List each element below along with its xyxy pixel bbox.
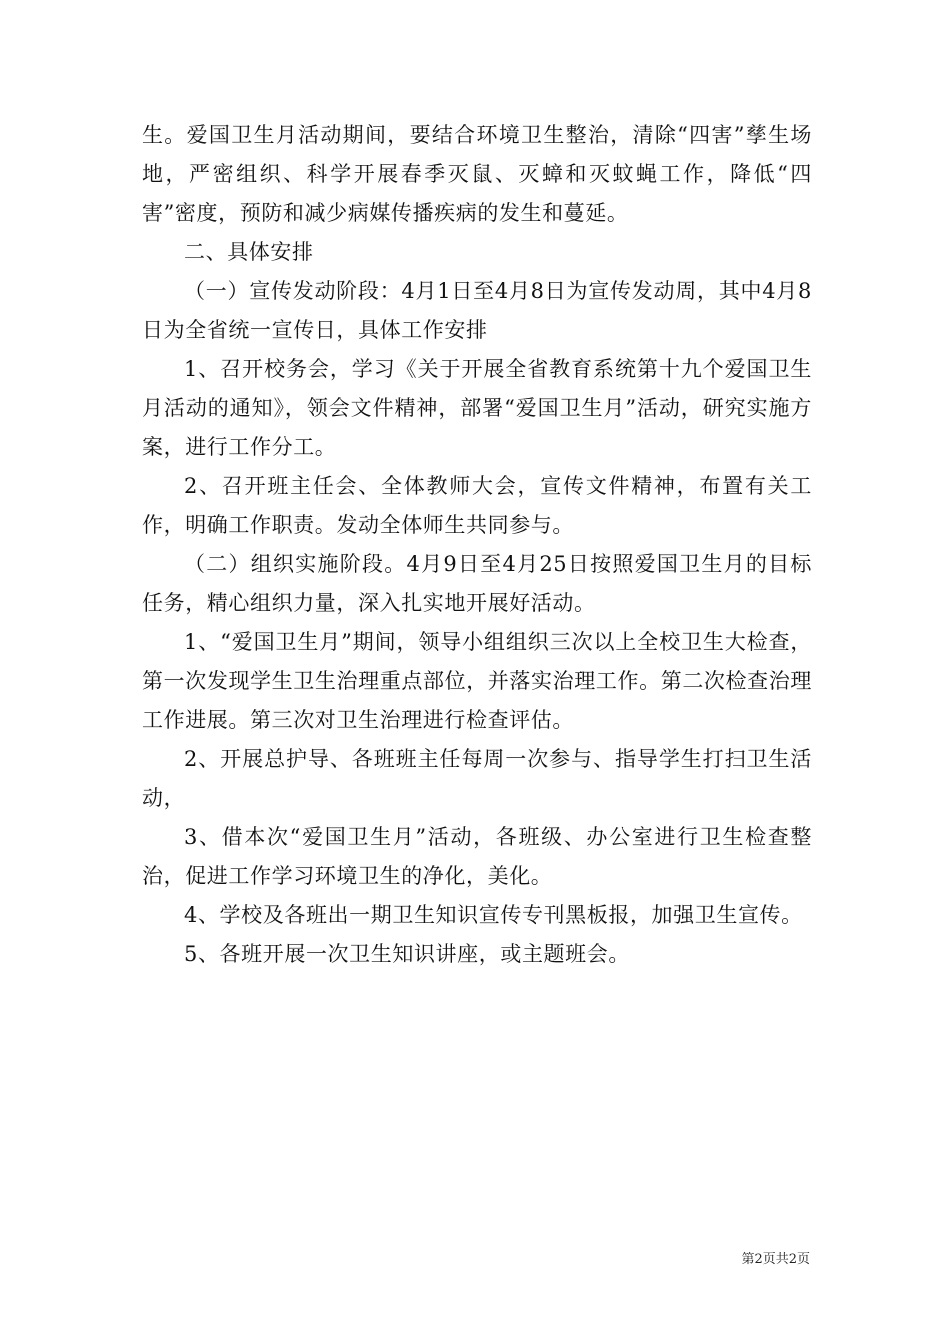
list-item-rectification: 3、借本次“爱国卫生月”活动，各班级、办公室进行卫生检查整治，促进工作学习环境卫生的净化，美化。 bbox=[142, 825, 812, 888]
section-heading-arrangement: 二、具体安排 bbox=[184, 240, 314, 264]
subsection-implementation-stage: （二）组织实施阶段。4月9日至4月25日按照爱国卫生月的目标任务，精心组织力量，深入扎实地开展好活动。 bbox=[142, 552, 812, 615]
subsection-publicity-stage: （一）宣传发动阶段：4月1日至4月8日为宣传发动周，其中4月8日为全省统一宣传日，具体工作安排 bbox=[142, 279, 812, 342]
list-item-inspection: 1、“爱国卫生月”期间，领导小组组织三次以上全校卫生大检查，第一次发现学生卫生治理重点部位，并落实治理工作。第二次检查治理工作进展。第三次对卫生治理进行检查评估。 bbox=[142, 630, 812, 732]
document-body bbox=[142, 116, 812, 974]
list-item-lecture: 5、各班开展一次卫生知识讲座，或主题班会。 bbox=[184, 942, 630, 966]
paragraph-continuation: 生。爱国卫生月活动期间，要结合环境卫生整治，清除“四害”孳生场地，严密组织、科学开展春季灭鼠、灭蟑和灭蚊蝇工作，降低“四害”密度，预防和减少病媒传播疾病的发生和蔓延。 bbox=[142, 123, 812, 225]
list-item-school-meeting: 1、召开校务会，学习《关于开展全省教育系统第十九个爱国卫生月活动的通知》，领会文件精神，部署“爱国卫生月”活动，研究实施方案，进行工作分工。 bbox=[142, 357, 812, 459]
list-item-blackboard: 4、学校及各班出一期卫生知识宣传专刊黑板报，加强卫生宣传。 bbox=[184, 903, 803, 927]
page-number-footer: 第2页共2页 bbox=[741, 1252, 810, 1267]
list-item-cleaning: 2、开展总护导、各班班主任每周一次参与、指导学生打扫卫生活动， bbox=[142, 747, 812, 810]
list-item-teacher-meeting: 2、召开班主任会、全体教师大会，宣传文件精神，布置有关工作，明确工作职责。发动全体师生共同参与。 bbox=[142, 474, 812, 537]
